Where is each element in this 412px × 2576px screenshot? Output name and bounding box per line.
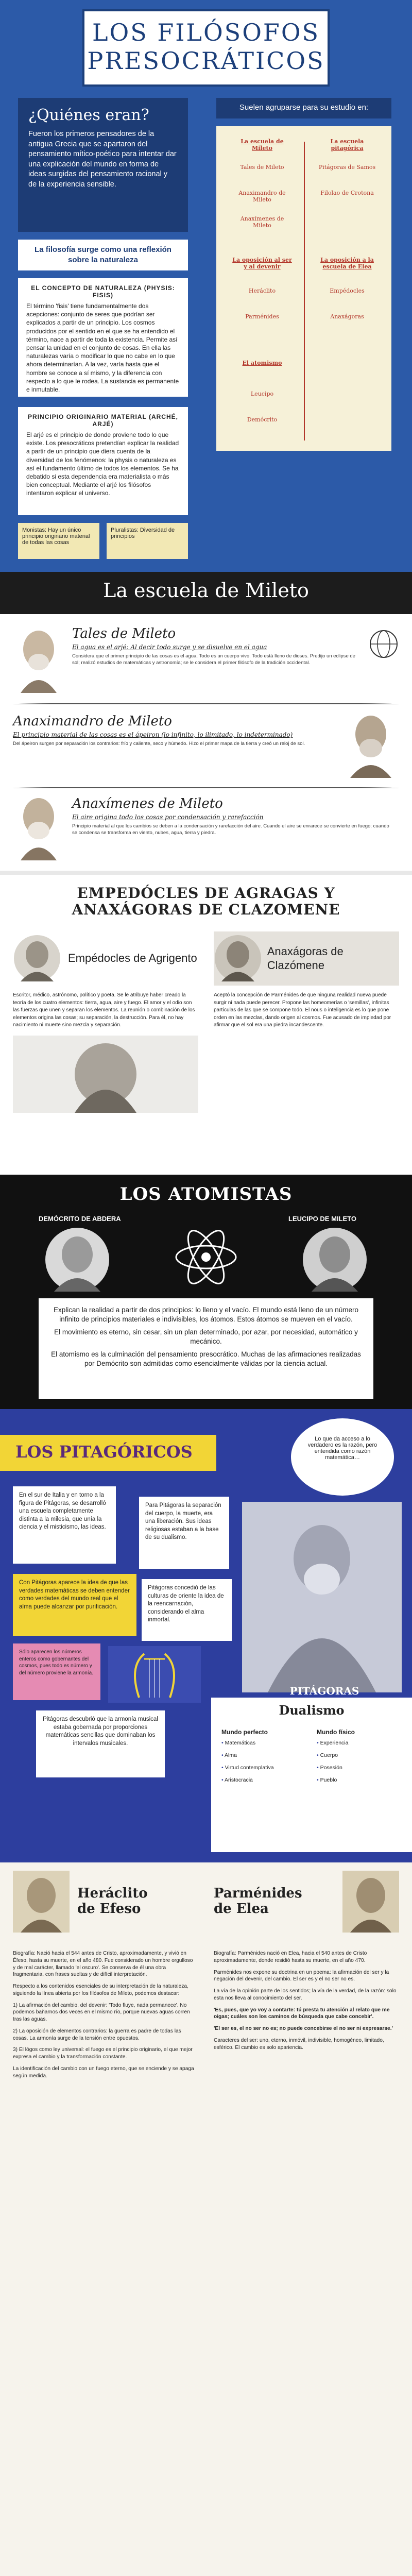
- tales-motto: El agua es el arjé: Al decir todo surge y se disuelve en el agua: [72, 643, 267, 651]
- anaximenes-name: Anaxímenes de Mileto: [72, 796, 223, 811]
- node-pitagoras: Pitágoras de Samos: [318, 164, 376, 171]
- heraclito-column: [13, 1950, 196, 2084]
- pitagoras-statue-icon: [242, 1502, 402, 1692]
- heraclito-portrait-icon: [13, 1871, 70, 1933]
- quienes-box: [18, 98, 188, 232]
- tales-portrait-icon: [13, 626, 64, 693]
- leucipo-portrait-icon: [301, 1226, 368, 1293]
- mileto-title: La escuela de Mileto: [103, 579, 309, 602]
- emp-anax-title: EMPEDÓCLES DE AGRAGAS Y ANAXÁGORAS DE CLAZOMENE: [72, 885, 340, 919]
- mileto-section: [0, 572, 412, 871]
- heraclito-p1: Respecto a los contenidos esenciales de su interpretación de la naturaleza, siguiendo la línea abierta por los filósofos de Mileto, podemos destacar:: [13, 1984, 188, 1996]
- lyre-icon: [108, 1646, 201, 1703]
- pitagoricos-small: Sólo aparecen los números enteros como gobernantes del cosmos, pues todo es número y del número proviene la armonía.: [19, 1649, 93, 1676]
- list-item: • Posesión: [317, 1765, 404, 1771]
- pitagoras-label: PITÁGORAS: [289, 1685, 359, 1697]
- pitagoricos-p5: Pitágoras descubrió que la armonía musical estaba gobernada por proporciones matemáticas sencillas que dominaban los intervalos musicales.: [43, 1716, 158, 1747]
- heraclito-p4: 3) El lógos como ley universal: el fuego es el principio originario, el que mejor expresa el cambio y la transformación constante.: [13, 2047, 193, 2060]
- node-anaximandro: Anaximandro de Mileto: [238, 190, 286, 203]
- mundo-perfecto-list: [221, 1728, 309, 1789]
- mundo-perfecto-title: Mundo perfecto: [221, 1728, 268, 1736]
- node-atomismo: El atomismo: [242, 360, 282, 366]
- pitagoricos-p2: Para Pitágoras la separación del cuerpo, la muerte, era una liberación. Sus ideas religiosas estaban a la base de su dualismo.: [145, 1502, 221, 1541]
- monistas-text: Monistas: Hay un único principio originario material de todas las cosas: [22, 527, 90, 546]
- anaximandro-row: [0, 711, 412, 783]
- parmenides-p3: 'Es, pues, que yo voy a contarte: tú presta tu atención al relato que me oigas; cuáles son los caminos de búsqueda que cabe concebir'.: [214, 2007, 390, 2020]
- atomistas-p1: Explican la realidad a partir de dos principios: lo lleno y el vacío. El mundo está lleno de un número infinito de principios materiales e indivisibles, los átomos. Estos átomos se mueven en el vacío.: [53, 1306, 359, 1323]
- title-banner: [82, 9, 330, 87]
- empedocles-portrait-icon: [13, 934, 62, 983]
- pitagoricos-box-4: [142, 1579, 232, 1641]
- parmenides-header: [214, 1871, 368, 1933]
- pitagoricos-small-box: [13, 1643, 100, 1700]
- atomistas-p3: El atomismo es la culminación del pensamiento presocrático. Muchas de las afirmaciones realizadas por Demócrito son admitidas como esencialmente válidas por la ciencia actual.: [51, 1350, 361, 1367]
- pitagoricos-p4: Pitágoras concedió de las culturas de oriente la idea de la reencarnación, considerando el alma inmortal.: [148, 1585, 224, 1623]
- pitagoricos-section: [0, 1409, 412, 1862]
- physis-title: EL CONCEPTO DE NATURALEZA (PHYSIS: FISIS): [31, 284, 175, 299]
- monistas-tag: [18, 523, 99, 559]
- pitagoricos-box-5: [36, 1710, 165, 1777]
- parmenides-column: [214, 1950, 397, 2056]
- reflexion-box: [18, 240, 188, 270]
- classify-header: [216, 98, 391, 118]
- tales-name: Tales de Mileto: [72, 626, 176, 641]
- page-title: LOS FILÓSOFOS PRESOCRÁTICOS: [87, 19, 325, 75]
- anaximenes-text: Principio material al que los cambios se deben a la condensación y rarefacción del aire. Cuando el aire se enrarece se convierte en fuego; cuando se condensa se transforma en viento, nubes, agua, tierra y piedra.: [72, 823, 389, 836]
- atomistas-title: LOS ATOMISTAS: [119, 1184, 293, 1205]
- list-item: • Cuerpo: [317, 1752, 404, 1758]
- tales-text: Considera que el primer principio de las cosas es el agua. Todo es un cuerpo vivo. Todo está lleno de dioses. Predijo un eclipse de sol; realizó estudios de matemáticas y astronomía; se le considera el primer filósofo de la tradición occidental.: [72, 653, 355, 666]
- node-heraclito: Heráclito: [248, 287, 276, 294]
- physis-box: [18, 278, 188, 397]
- pitagoricos-title-bar: [0, 1435, 216, 1471]
- classify-chart: [216, 126, 391, 451]
- list-item: • Experiencia: [317, 1740, 404, 1746]
- parmenides-p1: Parménides nos expone su doctrina en un poema: la afirmación del ser y la negación del devenir, del cambio. El ser es y el no ser no es.: [214, 1969, 389, 1982]
- classify-header-text: Suelen agruparse para su estudio en:: [239, 103, 369, 112]
- anaximandro-motto: El principio material de las cosas es el ápeiron (lo infinito, lo ilimitado, lo indeterminado): [13, 731, 293, 738]
- atomistas-textbox: [39, 1298, 373, 1399]
- democrito-label: DEMÓCRITO DE ABDERA: [39, 1215, 121, 1223]
- anaximenes-row: [0, 793, 412, 866]
- anaximandro-text: Del ápeiron surgen por separación los contrarios: frío y caliente, seco y húmedo. Hizo el primer mapa de la tierra y creó un reloj de sol.: [13, 741, 305, 747]
- reflexion-text: La filosofía surge como una reflexión sobre la naturaleza: [35, 245, 171, 265]
- heraclito-header: [13, 1871, 167, 1933]
- heraclito-p5: La identificación del cambio con un fuego eterno, que se enciende y se apaga según medida.: [13, 2065, 194, 2079]
- parmenides-portrait-icon: [342, 1871, 399, 1933]
- node-mileto: La escuela de Mileto: [241, 138, 284, 151]
- anaxagoras-column: [214, 931, 399, 1029]
- pitagoricos-p3: Con Pitágoras aparece la idea de que las verdades matemáticas se deben entender como verdades del mundo real que el alma puede alcanzar por purificación.: [19, 1580, 130, 1610]
- node-anaximenes: Anaxímenes de Mileto: [240, 215, 284, 229]
- list-item: • Aristocracia: [221, 1777, 309, 1783]
- arje-text: El arjé es el principio de donde proviene todo lo que existe. Los presocráticos pretendían explicar la realidad a partir de un principio que diera cuenta de la diversidad de los fenómenos: la physis o naturaleza es así el fundamento último de todos los elementos. Se ha debatido si esta dependencia era materialista o más bien conceptual. Mediante el arjé los filósofos intentaron explicar el universo.: [26, 431, 179, 497]
- heraclito-p2: 1) La afirmación del cambio, del devenir: 'Todo fluye, nada permanece'. No podemos bañarnos dos veces en el mismo río, porque nuevas aguas corren tras las aguas.: [13, 2002, 190, 2023]
- node-leucipo: Leucipo: [250, 391, 274, 397]
- heraclito-title: Heráclito de Efeso: [77, 1886, 148, 1917]
- atomistas-section: [0, 1175, 412, 1409]
- tales-row: [0, 623, 412, 701]
- anaximenes-portrait-icon: [13, 793, 64, 860]
- parmenides-p4: 'El ser es, el no ser no es; no puede concebirse el no ser ni expresarse.': [214, 2026, 393, 2032]
- node-anaxagoras: Anaxágoras: [330, 313, 364, 320]
- physis-text: El término 'fisis' tiene fundamentalmente dos acepciones: conjunto de seres que podrían ser explicados a partir de un principio. Los cosmos producidos por el sentido en el que se ha entendido el término, nace a partir de toda la existencia. Permite así pensar la unidad en el conjunto de cosas. En ella las naturalezas varía o modificar lo que no cabe en lo que ahora determinarían. A la vez, varía hasta que el hombre se conoce a sí mismo, y la diferencia con respecto a lo que le rodea. La sustancia es permanente e inmutable.: [26, 302, 179, 393]
- arje-title: PRINCIPIO ORIGINARIO MATERIAL (ARCHÉ, ARJÉ): [28, 413, 178, 428]
- node-filolao: Filolao de Crotona: [320, 190, 374, 196]
- node-oposicion-ser: La oposición al ser y al devenir: [232, 257, 292, 270]
- list-item: • Pueblo: [317, 1777, 404, 1783]
- mileto-header: [0, 572, 412, 614]
- atom-icon: [173, 1224, 239, 1291]
- pitagoricos-title: LOS PITAGÓRICOS: [15, 1442, 193, 1462]
- pitagoricos-p1: En el sur de Italia y en torno a la figura de Pitágoras, se desarrolló una escuela completamente distinta a la milesia, que unía la ciencia y el misticismo, las ideas.: [19, 1492, 106, 1531]
- mundo-fisico-list: [317, 1728, 404, 1789]
- anaximandro-name: Anaximandro de Mileto: [13, 714, 172, 729]
- dualismo-box: [211, 1698, 412, 1852]
- divider-line: [13, 703, 399, 704]
- empedocles-column: [13, 931, 198, 1115]
- leucipo-label: LEUCIPO DE MILETO: [288, 1215, 356, 1223]
- list-item: • Matemáticas: [221, 1740, 309, 1746]
- anaxagoras-name: Anaxágoras de Clazómene: [267, 945, 344, 972]
- bubble-text: Lo que da acceso a lo verdadero es la razón, pero entendida como razón matemática…: [307, 1436, 377, 1461]
- pluralistas-text: Pluralistas: Diversidad de principios: [111, 527, 175, 539]
- atomistas-p2: El movimiento es eterno, sin cesar, sin un plan determinado, por azar, por necesidad, automático y mecánico.: [54, 1328, 358, 1345]
- star-globe-icon: [368, 629, 399, 659]
- parmenides-p5: Caracteres del ser: uno, eterno, inmóvil, indivisible, homogéneo, limitado, esférico. El cambio es solo apariencia.: [214, 2037, 384, 2050]
- elements-illustration-icon: [13, 1036, 198, 1113]
- democrito-portrait-icon: [44, 1226, 111, 1293]
- anaximandro-portrait-icon: [342, 711, 399, 778]
- mundo-fisico-title: Mundo físico: [317, 1728, 355, 1736]
- pitagoricos-box-1: [13, 1486, 116, 1564]
- emp-anax-section: [0, 871, 412, 1175]
- node-parmenides: Parménides: [245, 313, 279, 320]
- arje-box: [18, 407, 188, 515]
- intro-section: [0, 0, 412, 572]
- quienes-text: Fueron los primeros pensadores de la antigua Grecia que se apartaron del pensamiento mítico-poético para intentar dar una explicación del mundo en forma de ideas surgidas del pensamiento racional y de la experiencia sensible.: [28, 130, 177, 189]
- node-tales: Tales de Mileto: [240, 164, 284, 171]
- anaximenes-motto: El aire origina todo los cosas por condensación y rarefacción: [72, 814, 264, 821]
- list-item: • Virtud contemplativa: [221, 1765, 309, 1771]
- heraclito-parmenides-section: [0, 1862, 412, 2576]
- node-oposicion-elea: La oposición a la escuela de Elea: [320, 257, 374, 270]
- node-democrito: Demócrito: [247, 416, 278, 423]
- heraclito-p3: 2) La oposición de elementos contrarios: la guerra es padre de todas las cosas. La armonía surge de la tensión entre opuestos.: [13, 2028, 181, 2041]
- parmenides-p0: Biografía: Parménides nació en Elea, hacia el 540 antes de Cristo aproximadamente, donde residió hasta su muerte, en el año 470.: [214, 1951, 367, 1963]
- anaxagoras-text: Aceptó la concepción de Parménides de que ninguna realidad nueva puede surgir ni nada puede perecer. Propone las homeomerías o 'semillas', infinitas partículas de las que se compone todo. El nous o inteligencia es lo que pone orden en las mezclas, dando origen al cosmos. Fue acusado de impiedad por afirmar que el sol era una piedra incandescente.: [214, 992, 391, 1028]
- pluralistas-tag: [107, 523, 188, 559]
- node-empedocles: Empédocles: [330, 287, 365, 294]
- quienes-title: ¿Quiénes eran?: [28, 106, 149, 124]
- empedocles-header: [13, 931, 198, 986]
- node-pitagorica: La escuela pitagórica: [330, 138, 364, 151]
- anaxagoras-header: [214, 931, 399, 986]
- empedocles-name: Empédocles de Agrigento: [68, 952, 197, 965]
- heraclito-p0: Biografía: Nació hacia el 544 antes de Cristo, aproximadamente, y vivió en Éfeso, hasta su muerte, en el año 480. Fue considerado un hombre orgulloso y de mal carácter, llamado 'el oscuro'. Se conserva de él una obra fragmentaria, con frases sueltas y de difícil interpretación.: [13, 1951, 193, 1978]
- empedocles-text: Escritor, médico, astrónomo, político y poeta. Se le atribuye haber creado la teoría de los cuatro elementos: tierra, agua, aire y fuego. El amor y el odio son las fuerzas que unen y separan los elementos. La reunión o combinación de los elementos origina las cosas; su separación, la destrucción. Para él, no hay nacimiento ni muerte sino mezcla y separación.: [13, 992, 195, 1028]
- speech-bubble: [291, 1418, 394, 1496]
- parmenides-p2: La vía de la opinión parte de los sentidos; la vía de la verdad, de la razón: solo esta nos lleva al conocimiento del ser.: [214, 1988, 397, 2001]
- divider-line: [13, 787, 399, 788]
- dualismo-title: Dualismo: [279, 1703, 345, 1718]
- anaxagoras-portrait-icon: [214, 934, 261, 983]
- list-item: • Alma: [221, 1752, 309, 1758]
- parmenides-title: Parménides de Elea: [214, 1886, 302, 1917]
- pitagoricos-box-2: [139, 1497, 229, 1569]
- divider-line: [304, 142, 305, 440]
- pitagoricos-box-3: [13, 1574, 136, 1636]
